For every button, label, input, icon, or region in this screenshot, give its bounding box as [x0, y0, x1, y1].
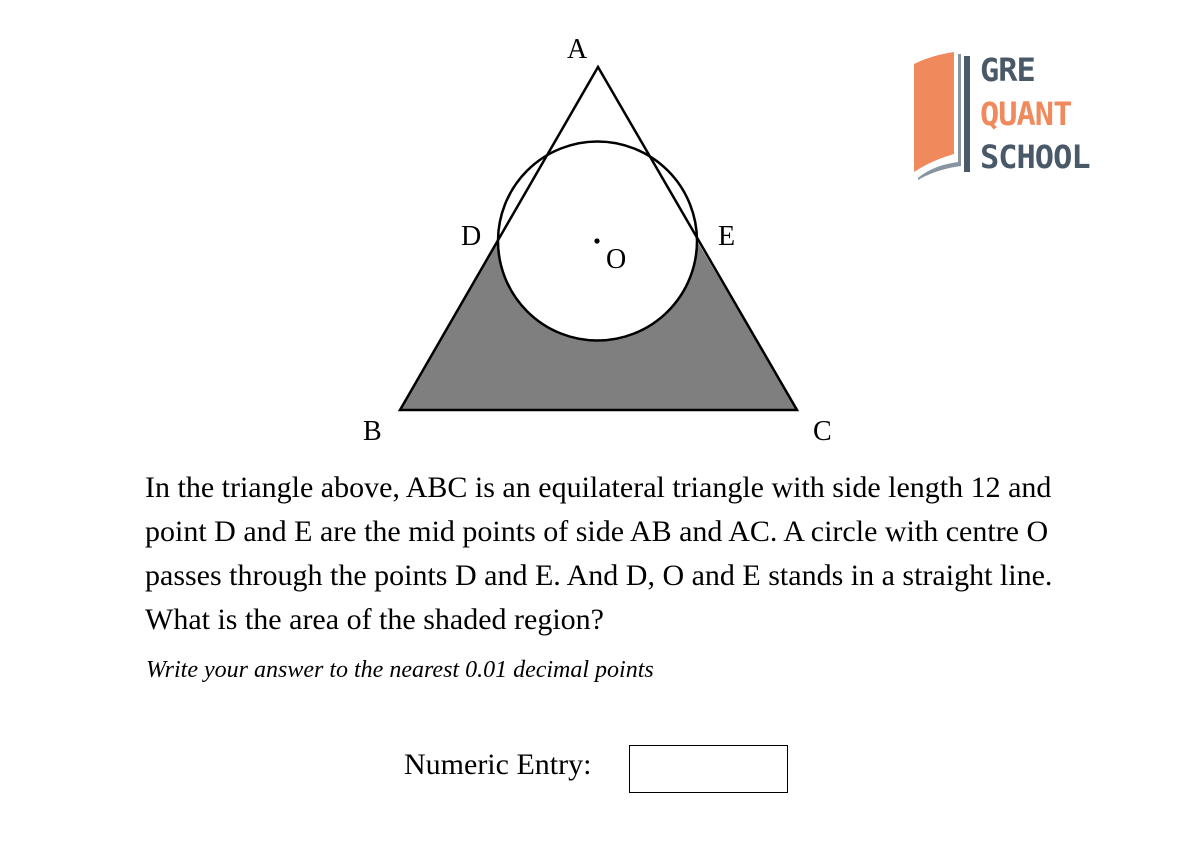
label-a: A	[567, 34, 588, 65]
logo-text-quant: QUANT	[980, 95, 1072, 133]
question-text: In the triangle above, ABC is an equilateral triangle with side length 12 and point D and E are the mid points of side AB and AC. A circle with centre O passes through the points D and E. And D, O and E stands in a straight line. What is the area of the shaded region?	[145, 471, 1053, 636]
answer-instruction: Write your answer to the nearest 0.01 decimal points	[146, 657, 654, 683]
label-e: E	[718, 221, 736, 252]
label-b: B	[363, 416, 382, 447]
center-point-o	[594, 238, 599, 243]
numeric-entry-input[interactable]	[629, 745, 788, 793]
logo-text-gre: GRE	[980, 51, 1035, 89]
book-icon	[912, 48, 974, 180]
gre-quant-school-logo	[912, 48, 1112, 180]
logo-text-school: SCHOOL	[980, 138, 1090, 176]
label-o: O	[606, 244, 627, 275]
shaded-region	[400, 241, 797, 410]
label-c: C	[813, 416, 832, 447]
numeric-entry-label: Numeric Entry:	[404, 748, 592, 781]
label-d: D	[461, 221, 482, 252]
